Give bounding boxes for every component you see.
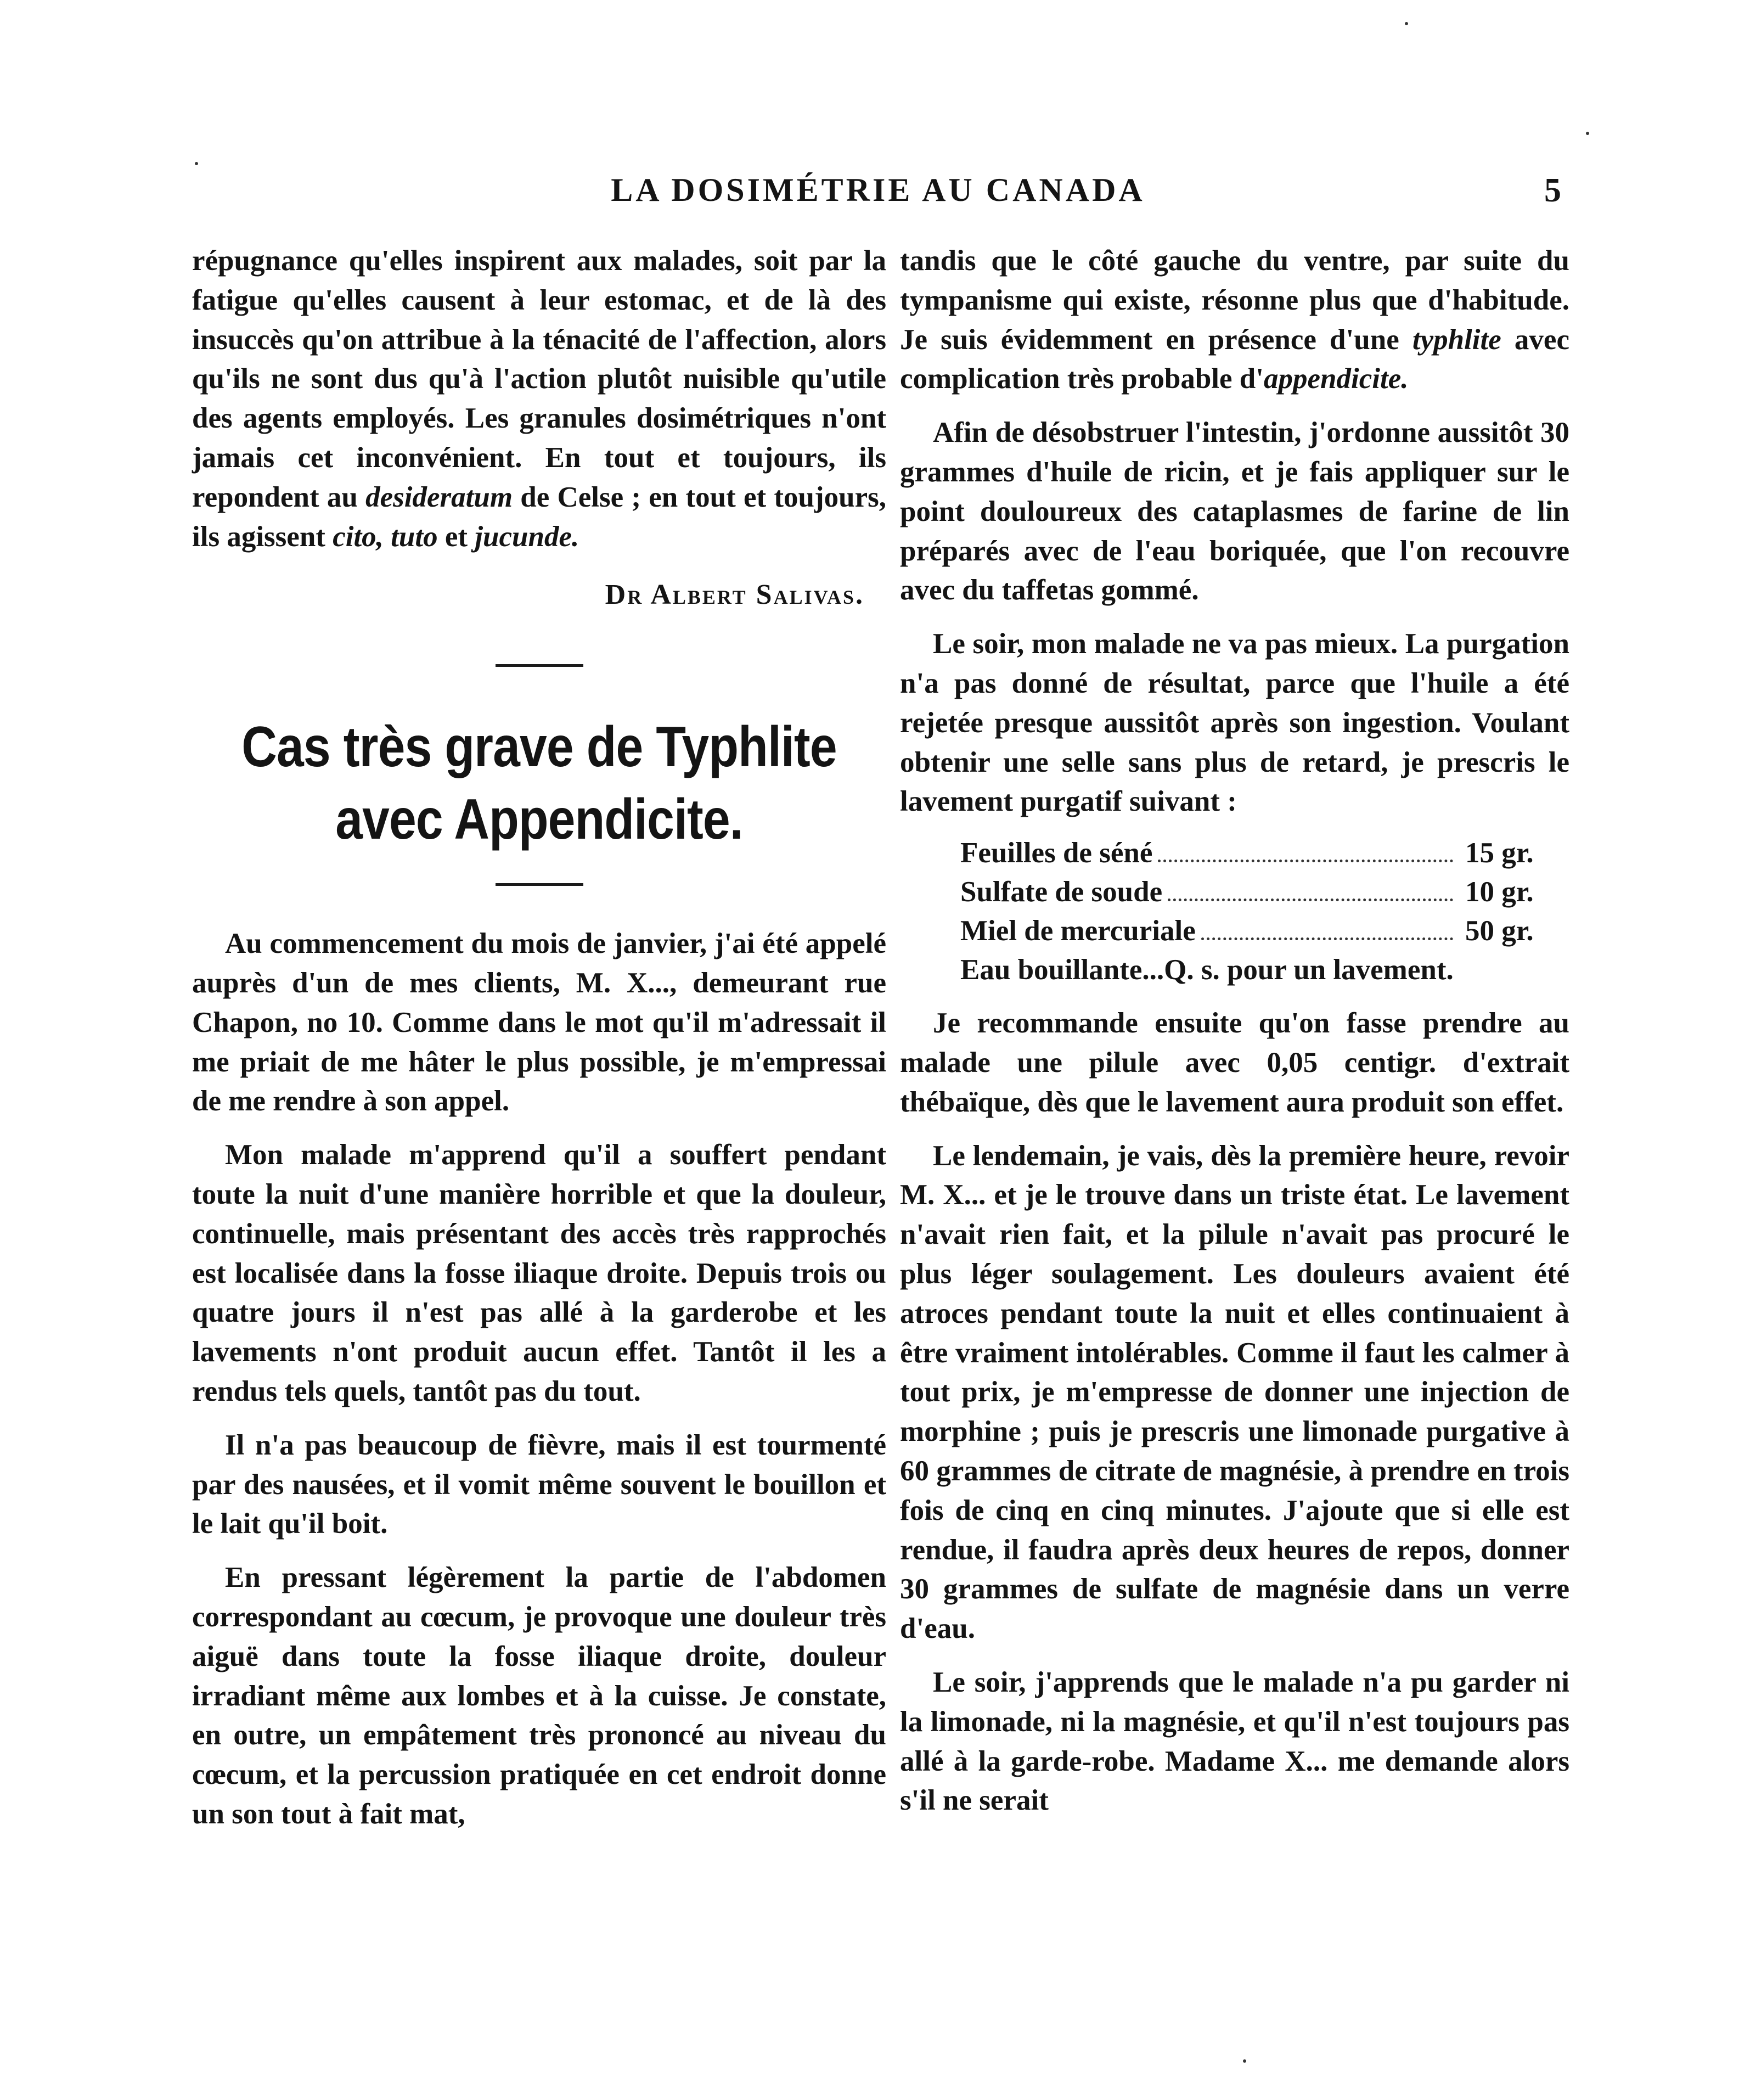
- scan-speck: [1405, 22, 1408, 25]
- running-title: LA DOSIMÉTRIE AU CANADA: [611, 172, 1145, 208]
- body-paragraph: Je recommande ensuite qu'on fasse prendre au malade une pilule avec 0,05 centigr. d'extrait thébaïque, dès que le lavement aura produit son effet.: [900, 1007, 1569, 1118]
- right-column: [900, 242, 1569, 1821]
- body-paragraph: En pressant légèrement la partie de l'abdomen correspondant au cœcum, je provoque une douleur très aiguë dans toute la fosse iliaque droite, douleur irradiant même aux lombes et à la cuisse. Je constate, en outre, un empâtement très prononcé au niveau du cœcum, et la percussion pratiquée en cet endroit donne un son tout à fait mat,: [192, 1562, 886, 1830]
- recipe-list: [900, 834, 1569, 990]
- scan-speck: [1243, 2059, 1246, 2063]
- p1-text-before: tandis que le côté gauche du ventre, par suite du tympanisme qui existe, résonne plus que d'habitude. Je suis évidemment en présence d'une: [900, 245, 1569, 356]
- recipe-row: [900, 873, 1569, 912]
- running-head: [195, 171, 1561, 215]
- section-rule-top: [496, 664, 583, 667]
- recipe-final-line: Eau bouillante...Q. s. pour un lavement.: [960, 954, 1454, 986]
- author-signature: Dr Albert Salivas.: [605, 579, 864, 611]
- scan-speck: [1586, 132, 1589, 135]
- italic-typhlite: typhlite: [1412, 323, 1501, 356]
- recipe-ingredient: Sulfate de soude: [960, 876, 1163, 908]
- section-rule-bottom: [496, 883, 583, 886]
- recipe-quantity: 50 gr.: [1465, 915, 1534, 947]
- body-paragraph: Il n'a pas beaucoup de fièvre, mais il est tourmenté par des nausées, et il vomit même souvent le bouillon et le lait qu'il boit.: [192, 1429, 886, 1540]
- italic-appendicite: appendicite.: [1264, 363, 1409, 395]
- body-paragraph: Le lendemain, je vais, dès la première heure, revoir M. X... et je le trouve dans un triste état. Le lavement n'avait rien fait, et la pilule n'avait pas procuré le plus léger soulagement. Les douleurs avaient été atroces pendant toute la nuit et elles continuaient à être vraiment intolérables. Comme il faut les calmer à tout prix, je m'empresse de donner une injection de morphine ; puis je prescris une limonade purgative à 60 grammes de citrate de magnésie, à prendre en trois fois de cinq en cinq minutes. J'ajoute que si elle est rendue, il faudra après deux heures de repos, donner 30 grammes de sulfate de magnésie dans un verre d'eau.: [900, 1139, 1569, 1645]
- continuation-text-2: de Celse ; en tout et toujours, ils agissent: [192, 481, 886, 553]
- continuation-text-1: répugnance qu'elles inspirent aux malades, soit par la fatigue qu'elles causent à leur estomac, et de là des insuccès qu'on attribue à la ténacité de l'affection, alors qu'ils ne sont dus qu'à l'action plutôt nuisible qu'utile des agents employés. Les granules dosimétriques n'ont jamais cet inconvénient. En tout et toujours, ils repondent au: [192, 245, 886, 513]
- leader-dots: [1168, 899, 1453, 901]
- recipe-row: [900, 912, 1569, 951]
- recipe-ingredient: Miel de mercuriale: [960, 915, 1196, 947]
- article-title-line1: Cas très grave de Typhlite: [241, 715, 837, 779]
- body-paragraph: Le soir, j'apprends que le malade n'a pu garder ni la limonade, ni la magnésie, et qu'il n'est toujours pas allé à la garde-robe. Madame X... me demande alors s'il ne serait: [900, 1666, 1569, 1817]
- leader-dots: [1201, 937, 1453, 940]
- left-column: [192, 242, 886, 1834]
- italic-jucunde: jucunde.: [475, 520, 579, 553]
- recipe-quantity: 10 gr.: [1465, 876, 1534, 908]
- recipe-quantity: 15 gr.: [1465, 837, 1534, 869]
- p1-text-middle: avec complication très probable d': [900, 323, 1569, 395]
- recipe-row: [900, 834, 1569, 873]
- recipe-ingredient: Feuilles de séné: [960, 837, 1153, 869]
- page-number: 5: [1544, 172, 1561, 209]
- leader-dots: [1158, 860, 1453, 862]
- continuation-text-3: et: [437, 520, 475, 553]
- body-paragraph: Afin de désobstruer l'intestin, j'ordonne aussitôt 30 grammes d'huile de ricin, et je fais appliquer sur le point douloureux des cataplasmes de farine de lin préparés avec de l'eau boriquée, que l'on recouvre avec du taffetas gommé.: [900, 417, 1569, 607]
- body-paragraph: Au commencement du mois de janvier, j'ai été appelé auprès d'un de mes clients, M. X..., demeurant rue Chapon, no 10. Comme dans le mot qu'il m'adressait il me priait de me hâter le plus possible, je m'empressai de me rendre à son appel.: [192, 928, 886, 1118]
- body-paragraph: Mon malade m'apprend qu'il a souffert pendant toute la nuit d'une manière horrible et que la douleur, continuelle, mais présentant des accès très rapprochés est localisée dans la fosse iliaque droite. Depuis trois ou quatre jours il n'est pas allé à la garderobe et les lavements n'ont produit aucun effet. Tantôt il les a rendus tels quels, tantôt pas du tout.: [192, 1139, 886, 1407]
- italic-desideratum: desideratum: [365, 481, 513, 513]
- italic-cito-tuto: cito, tuto: [333, 520, 438, 553]
- article-title-line2: avec Appendicite.: [335, 788, 743, 852]
- body-paragraph: Le soir, mon malade ne va pas mieux. La purgation n'a pas donné de résultat, parce que l'huile a été rejetée presque aussitôt après son ingestion. Voulant obtenir une selle sans plus de retard, je prescris le lavement purgatif suivant :: [900, 628, 1569, 818]
- scan-speck: [195, 162, 198, 165]
- continuation-paragraph: [192, 242, 886, 557]
- continued-paragraph: [900, 242, 1569, 399]
